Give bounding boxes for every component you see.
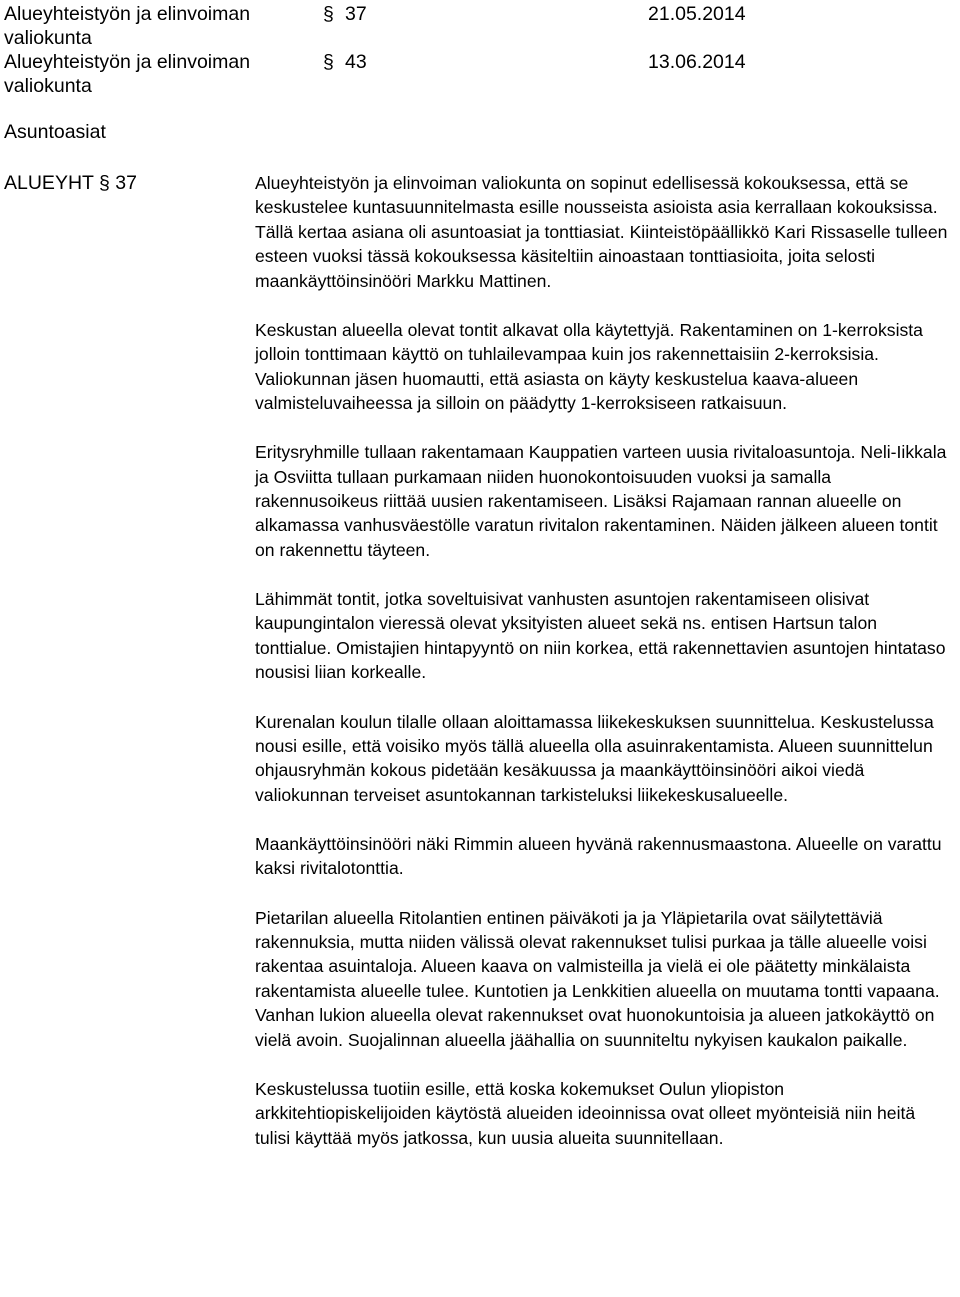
body-paragraph: Alueyhteistyön ja elinvoiman valiokunta on sopinut edellisessä kokouksessa, että se keskustelee kuntasuunnitelmasta esille nousseista asioista asia kerrallaan kokouksissa. Tällä kertaa asiana oli asuntoasiat ja tonttiasiat. Kiinteistöpäällikkö Kari Rissaselle tulleen esteen vuoksi tässä kokouksessa käsiteltiin ainoastaan tonttiasioita, joita selosti maankäyttöinsinööri Markku Mattinen. (255, 173, 948, 291)
body-paragraph: Pietarilan alueella Ritolantien entinen päiväkoti ja ja Yläpietarila ovat säilytettäviä rakennuksia, mutta niiden välissä olevat rakennukset tulisi purkaa ja tälle alueelle voisi rakentaa asuintaloja. Alueen kaava on valmisteilla ja vielä ei ole päätetty minkälaista rakentamista alueelle tulee. Kuntotien ja Lenkkitien alueella on muutama tontti vapaana. Vanhan lukion alueella olevat rakennukset ovat huonokuntoisia ja alueen jatkokäyttö on vielä avoin. Suojalinnan alueella jäähallia on suunniteltu nykyisen kaukalon paikalle. (255, 907, 940, 1050)
body-paragraph: Maankäyttöinsinööri näki Rimmin alueen hyvänä rakennusmaastona. Alueelle on varattu kaksi rivitalotonttia. (255, 833, 942, 879)
header-date: 13.06.2014 (648, 51, 746, 73)
body-paragraph: Eritysryhmille tullaan rakentamaan Kauppatien varteen uusia rivitaloasuntoja. Neli-Iikkala ja Osviitta tullaan purkamaan niiden huonokontoisuuden vuoksi ja samalla rakennusoikeus riittää uusien rakentamiseen. Lisäksi Rajamaan rannan alueelle on alkamassa vanhusväestölle varatun rivitalon rakentaminen. Näiden jälkeen alueen tontit on rakennettu täyteen. (255, 442, 947, 560)
header-section-number: 37 (345, 3, 367, 25)
section-symbol: § (323, 3, 334, 25)
minutes-body (255, 171, 955, 1175)
body-paragraph: Lähimmät tontit, jotka soveltuisivat vanhusten asuntojen rakentamiseen olisivat kaupungintalon vieressä olevat yksityisten alueet sekä ns. entisen Hartsun talon tonttialue. Omistajien hintapyyntö on niin korkea, että rakennettavien asuntojen hintataso nousisi liian korkealle. (255, 589, 946, 683)
section-symbol: § (323, 51, 334, 73)
topic-title: Asuntoasiat (4, 121, 106, 143)
header-date: 21.05.2014 (648, 3, 746, 25)
body-paragraph: Keskustan alueella olevat tontit alkavat olla käytettyjä. Rakentaminen on 1-kerroksista jolloin tonttimaan käyttö on tuhlailevampaa kuin jos rakennettaisiin 2-kerroksisia. Valiokunnan jäsen huomautti, että asiasta on käyty keskustelua kaava-alueen valmisteluvaiheessa ja silloin on päädytty 1-kerroksiseen ratkaisuun. (255, 319, 923, 414)
header-section-number: 43 (345, 51, 367, 73)
header-organ: Alueyhteistyön ja elinvoiman valiokunta (4, 3, 251, 49)
section-identifier: ALUEYHT § 37 (4, 172, 137, 194)
header-organ: Alueyhteistyön ja elinvoiman valiokunta (4, 51, 251, 97)
body-paragraph: Keskustelussa tuotiin esille, että koska kokemukset Oulun yliopiston arkkitehtiopiskelijoiden käytöstä alueiden ideoinnissa ovat olleet myönteisiä niin heitä tulisi käyttää myös jatkossa, kun uusia alueita suunnitellaan. (255, 1078, 916, 1148)
body-paragraph: Kurenalan koulun tilalle ollaan aloittamassa liikekeskuksen suunnittelua. Keskustelussa nousi esille, että voisiko myös tällä alueella olla asuinrakentamista. Alueen suunnittelun ohjausryhmän kokous pidetään kesäkuussa ja maankäyttöinsinööri aikoi viedä valiokunnan terveiset asuntokannan tarkisteluksi liikekeskusalueelle. (255, 711, 934, 805)
